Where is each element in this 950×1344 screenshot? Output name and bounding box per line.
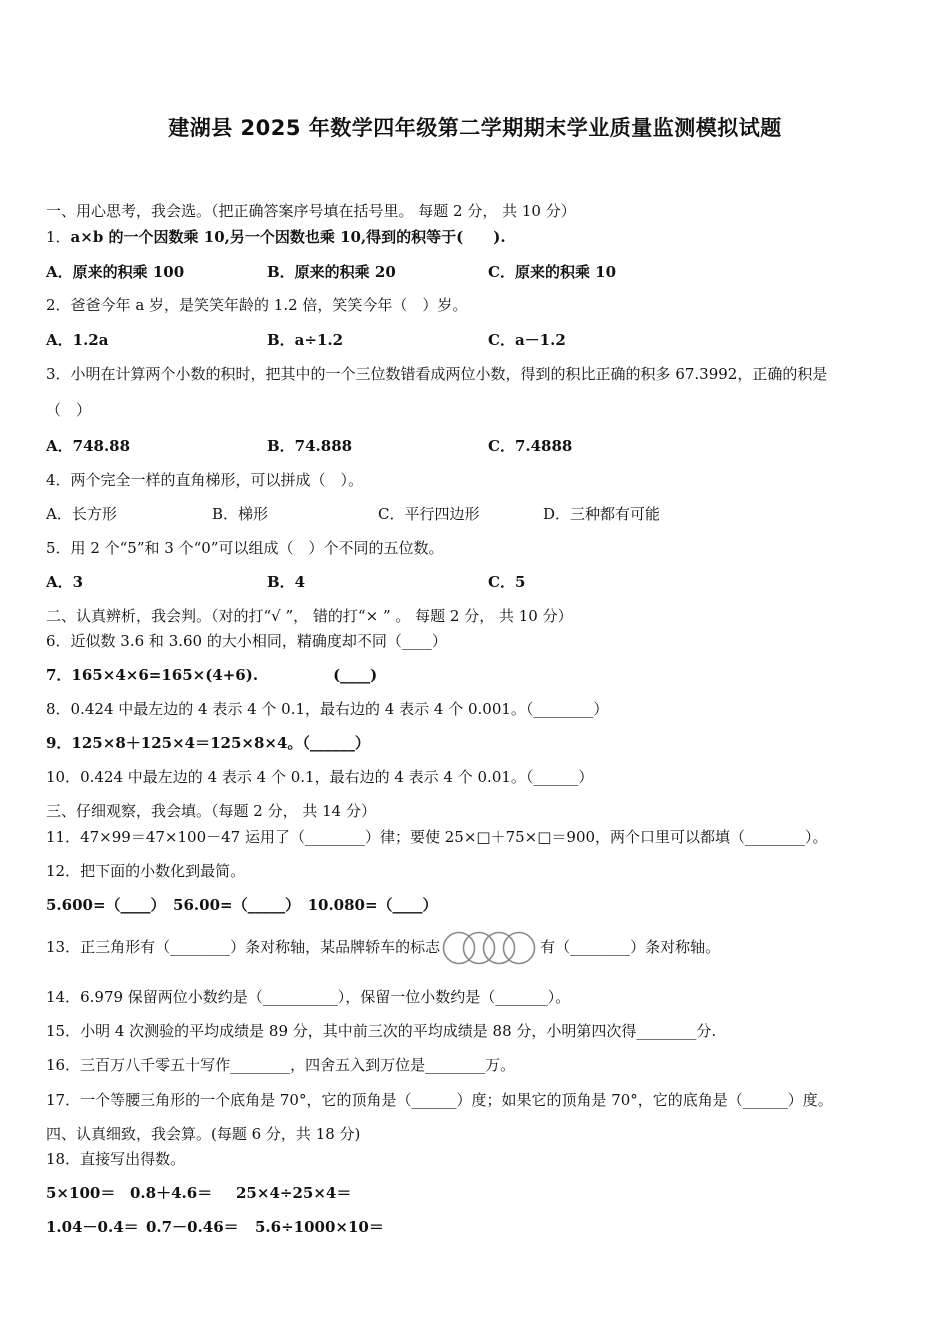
- q4-option-d: D．三种都有可能: [543, 505, 661, 523]
- question-15: 15．小明 4 次测验的平均成绩是 89 分，其中前三次的平均成绩是 88 分，小明第四次得________分.: [46, 1022, 717, 1040]
- question-17: 17．一个等腰三角形的一个底角是 70°，它的顶角是（______）度；如果它的顶角是 70°，它的底角是（______）度。: [46, 1091, 833, 1109]
- question-13: [46, 930, 720, 965]
- question-18: 18．直接写出得数。: [46, 1150, 186, 1168]
- q3-option-b: B．74.888: [267, 437, 353, 455]
- question-8: 8．0.424 中最左边的 4 表示 4 个 0.1，最右边的 4 表示 4 个 0.001。（________）: [46, 700, 609, 718]
- q2-option-a: A．1.2a: [46, 331, 109, 349]
- q5-option-c: C．5: [488, 573, 526, 591]
- calc-item: 25×4÷25×4＝: [236, 1184, 352, 1202]
- question-1: [46, 227, 506, 247]
- question-13-part-b: 有（________）条对称轴。: [540, 938, 721, 956]
- question-3-text: 小明在计算两个小数的积时，把其中的一个三位数错看成两位小数，得到的积比正确的积多 67.3992，正确的积是: [70, 365, 828, 383]
- question-2: [46, 295, 467, 315]
- question-5-number: 5．: [46, 539, 71, 557]
- question-2-number: 2．: [46, 296, 71, 314]
- section-4-heading: 四、认真细致，我会算。(每题 6 分，共 18 分): [46, 1125, 361, 1143]
- section-1-heading: 一、用心思考，我会选。（把正确答案序号填在括号里。 每题 2 分， 共 10 分）: [46, 202, 576, 220]
- calc-item: 0.8＋4.6＝: [130, 1184, 213, 1202]
- question-3-bracket: （ ）: [46, 401, 92, 419]
- question-7: 7．165×4×6=165×(4+6). (____): [46, 666, 378, 684]
- question-3-number: 3．: [46, 365, 71, 383]
- question-5-text: 用 2 个“5”和 3 个“0”可以组成（ ）个不同的五位数。: [70, 539, 444, 557]
- question-4-number: 4．: [46, 471, 71, 489]
- four-rings-icon: [441, 931, 539, 965]
- q1-option-b: B．原来的积乘 20: [267, 263, 396, 281]
- question-10: 10．0.424 中最左边的 4 表示 4 个 0.1，最右边的 4 表示 4 个 0.01。（______）: [46, 768, 594, 786]
- q3-option-c: C．7.4888: [488, 437, 573, 455]
- q2-option-b: B．a÷1.2: [267, 331, 344, 349]
- question-12-blanks: 5.600=（____） 56.00=（_____） 10.080=（____）: [46, 896, 438, 914]
- q5-option-b: B．4: [267, 573, 306, 591]
- question-2-text: 爸爸今年 a 岁，是笑笑年龄的 1.2 倍，笑笑今年（ ）岁。: [70, 296, 468, 314]
- question-3: [46, 364, 827, 384]
- calc-item: 5×100＝: [46, 1184, 116, 1202]
- q3-option-a: A．748.88: [46, 437, 131, 455]
- question-16: 16．三百万八千零五十写作________，四舍五入到万位是________万。: [46, 1056, 516, 1074]
- question-14: 14．6.979 保留两位小数约是（__________），保留一位小数约是（_______）。: [46, 988, 571, 1006]
- q1-option-c: C．原来的积乘 10: [488, 263, 617, 281]
- calc-item: 0.7－0.46＝: [146, 1218, 239, 1236]
- question-1-text: a×b 的一个因数乘 10,另一个因数也乘 10,得到的积等于( ).: [70, 228, 506, 246]
- question-4: [46, 470, 363, 490]
- q4-option-b: B．梯形: [212, 505, 269, 523]
- question-5: [46, 538, 443, 558]
- question-11: 11．47×99＝47×100－47 运用了（________）律；要使 25×□＋75×□＝900，两个口里可以都填（________）。: [46, 828, 828, 846]
- question-9: 9．125×8＋125×4＝125×8×4。（______）: [46, 734, 370, 752]
- section-3-heading: 三、仔细观察，我会填。（每题 2 分， 共 14 分）: [46, 802, 376, 820]
- question-12: 12．把下面的小数化到最简。: [46, 862, 246, 880]
- page-title: 建湖县 2025 年数学四年级第二学期期末学业质量监测模拟试题: [168, 116, 782, 140]
- question-13-part-a: 13．正三角形有（________）条对称轴，某品牌轿车的标志: [46, 938, 441, 956]
- calc-item: 1.04－0.4＝: [46, 1218, 139, 1236]
- calc-item: 5.6÷1000×10＝: [255, 1218, 384, 1236]
- question-6: 6．近似数 3.6 和 3.60 的大小相同，精确度却不同（____）: [46, 632, 447, 650]
- section-2-heading: 二、认真辨析，我会判。（对的打“√ ”， 错的打“× ” 。 每题 2 分， 共 10 分）: [46, 607, 573, 625]
- q1-option-a: A．原来的积乘 100: [46, 263, 185, 281]
- q5-option-a: A．3: [46, 573, 84, 591]
- q2-option-c: C．a－1.2: [488, 331, 566, 349]
- q4-option-a: A．长方形: [46, 505, 117, 523]
- question-1-number: 1．: [46, 228, 71, 246]
- q4-option-c: C．平行四边形: [378, 505, 480, 523]
- question-4-text: 两个完全一样的直角梯形，可以拼成（ ）。: [70, 471, 364, 489]
